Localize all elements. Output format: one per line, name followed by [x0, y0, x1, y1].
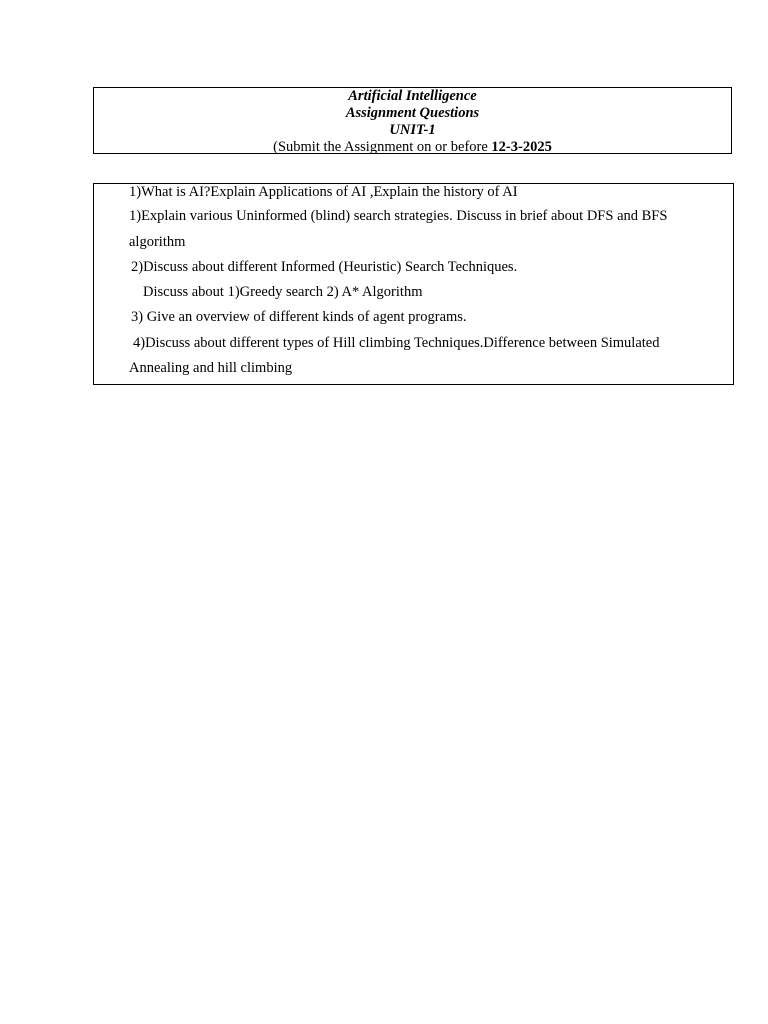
question-line: 1)Explain various Uninformed (blind) search strategies. Discuss in brief about DFS and BFS: [129, 208, 668, 224]
document-type-title: Assignment Questions: [345, 105, 480, 121]
questions-box: [93, 183, 734, 385]
subject-title: Artificial Intelligence: [348, 88, 477, 104]
question-line: algorithm: [129, 234, 186, 250]
question-line: 2)Discuss about different Informed (Heuristic) Search Techniques.: [131, 259, 518, 275]
submission-note: [94, 139, 731, 156]
question-line: 3) Give an overview of different kinds of agent programs.: [131, 309, 467, 325]
question-line: Discuss about 1)Greedy search 2) A* Algorithm: [143, 284, 423, 300]
question-line: 1)What is AI?Explain Applications of AI ,Explain the history of AI: [129, 184, 518, 200]
unit-title: UNIT-1: [389, 122, 436, 138]
question-line: 4)Discuss about different types of Hill climbing Techniques.Difference between Simulated: [133, 335, 660, 351]
submission-date: 12-3-2025: [491, 139, 552, 155]
question-line: Annealing and hill climbing: [129, 360, 293, 376]
submission-note-prefix: (Submit the Assignment on or before: [273, 139, 492, 155]
assignment-header-box: [93, 87, 732, 154]
